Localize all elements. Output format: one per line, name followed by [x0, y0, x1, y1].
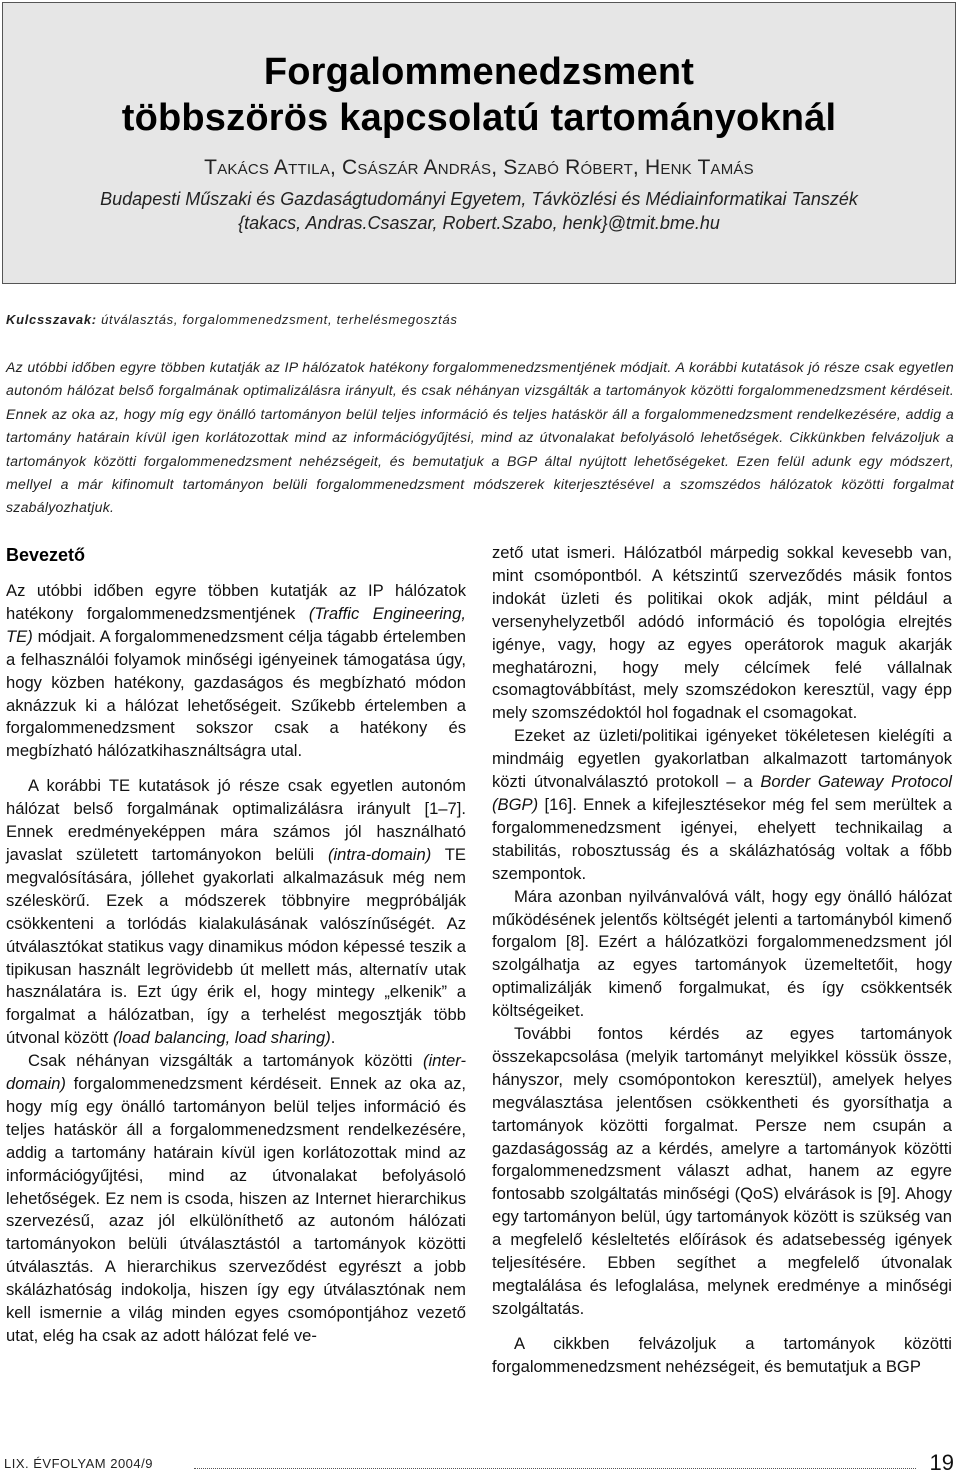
text-run: Csak néhányan vizsgálták a tartományok közötti: [28, 1051, 423, 1071]
left-column: [6, 538, 466, 1348]
paragraph: [492, 725, 952, 885]
italic-term: (inter-domain): [6, 1051, 466, 1094]
text-run: A korábbi TE kutatások jó része csak egyetlen autonóm hálózat belső forgalmának optimalizálásra irányult [1–7]. Ennek eredményeképpen mára számos jól használható javaslat született tartományokon belüli: [6, 776, 466, 864]
authors: Takács Attila, Császár András, Szabó Róbert, Henk Tamás: [204, 156, 754, 179]
italic-term: (intra-domain): [327, 844, 432, 864]
right-column: [492, 538, 952, 1379]
abstract: Az utóbbi időben egyre többen kutatják az IP hálózatok hatékony forgalommenedzsmentjének módjait. A korábbi kutatások jó része csak egyetlen autonóm hálózat belső forgalmának optimalizálásra irányult, és csak néhányan vizsgálták a tartományok közötti forgalommenedzsment kérdéseit. Ennek az oka az, hogy míg egy önálló tartományon belül teljes információ és teljes hatáskör áll a forgalommenedzsment rendelkezésére, addig a tartomány határain kívül igen korlátozottak mind az információgyűjtési, mind az útvonalakat befolyásoló lehetőségek. Cikkünkben felvázoljuk a tartományok közötti forgalommenedzsment nehézségeit, és bemutatjuk a BGP által nyújtott lehetőségeket. Ezen felül adunk egy módszert, mellyel a már kifinomult tartományon belüli forgalommenedzsment módszerek kiterjesztésével a szomszédos hálózatok közötti forgalmat szabályozhatjuk.: [6, 359, 954, 516]
footer-divider: [194, 1468, 916, 1469]
paragraph: zető utat ismeri. Hálózatból márpedig sokkal kevesebb van, mint csomópontból. A kétszintű szerveződés másik fontos indokát üzleti és politikai okok adják, mint például a versenyhelyzetből adódó információ és topológia elrejtés igénye, vagy, hogy az egyes operátorok maguk akarják meghatározni, hogy mely célcímek felé vállalnak csomagtovábbítást, mely szomszédokon keresztül, vagy épp mely szomszédoktól hol fogadnak el csomagokat.: [492, 543, 952, 723]
title-line-1: Forgalommenedzsment: [263, 51, 695, 93]
text-run: TE megvalósítására, jóllehet gyakorlati alkalmazásuk még nem széleskörű. Ezek a módszerek többnyire megpróbálják csökkenteni a torlódás kialakulásának valószínűségét. Az útválasztókat statikus vagy dinamikus módon képessé teszik a tipikusan használt legrövidebb út mellett más, alternatív utak használatára is. Ezt úgy érik el, hogy mintegy „elkenik” a forgalmat a hálózatban, így a terhelést megosztják több útvonal között: [6, 844, 466, 1048]
text-run: forgalommenedzsment kérdéseit. Ennek az oka az, hogy míg egy önálló tartományon belül teljes információ és teljes hatáskör áll a forgalommenedzsment rendelkezésére, addig a tartomány határain kívül igen korlátozottak mind az információgyűjtési, mind az útvonalakat befolyásoló lehetőségek. Ez nem is csoda, hiszen az Internet hierarchikus szervezésű, azaz jól elkülöníthető az autonóm hálózati tartományokon belüli útválasztástól a tartományok közötti útválasztás. A hierarchikus szerveződést egyrészt a jobb skálázhatóság indokolja, hiszen így egy útválasztónak nem kell ismernie a világ minden egyes csomópontjához vezető utat, elég ha csak az adott hálózat felé ve-: [6, 1074, 466, 1345]
section-heading: Bevezető: [6, 545, 86, 565]
paragraph: [6, 1050, 466, 1348]
text-run: Ezeket az üzleti/politikai igényeket tökéletesen kielégíti a mindmáig egyetlen gyakorlatban alkalmazott tartományok közti útvonalválasztó protokoll – a: [492, 726, 952, 792]
text-run: Az utóbbi időben egyre többen kutatják az IP hálózatok hatékony forgalommenedzsmentjének: [6, 581, 466, 623]
text-run: [16]. Ennek a kifejlesztésekor még fel sem merültek a forgalommenedzsment igényei, ehelyett technikailag a stabilitás, robosztusság és a skálázhatóság voltak a főbb szempontok.: [492, 794, 952, 883]
paragraph: [6, 775, 466, 1050]
keywords-label: Kulcsszavak:: [6, 312, 97, 327]
text-run: .: [330, 1028, 336, 1048]
paragraph: [6, 580, 466, 763]
journal-issue: LIX. ÉVFOLYAM 2004/9: [4, 1456, 153, 1471]
text-run: módjait. A forgalommenedzsment célja tágabb értelemben a felhasználói folyamok minőségi igényeinek támogatása úgy, hogy közben hatékony, gazdaságos és megbízható módon aknázzuk ki a hálózat lehetőségeit. Szűkebb értelemben a forgalommenedzsment sokszor csak a hatékony és megbízható hálózatkihasználtságra utal.: [6, 626, 466, 761]
title-line-2: többszörös kapcsolatú tartományoknál: [121, 97, 837, 139]
email: {takacs, Andras.Csaszar, Robert.Szabo, henk}@tmit.bme.hu: [238, 213, 720, 233]
page-footer: [4, 1450, 956, 1475]
paragraph: További fontos kérdés az egyes tartományok összekapcsolása (melyik tartományt melyikkel kössük össze, hányszor, mely csomópontokon keresztül), amelyek helyes megválasztása jelentősen csökkentheti és gyorsíthatja a tartományok közötti forgalmat. Persze nem csupán a gazdaságosság az a kérdés, amelyre a tartományok közötti forgalommenedzsment választ adhat, hanem az egyre fontosabb szolgáltatás minőségi (QoS) elvárások is [9]. Ahogy egy tartományon belül, úgy tartományok között is szükség van a megfelelő késleltetés előírások és adatsebesség igények teljesítésére. Ebben segíthet a megfelelő útvonalak megtalálása és lefoglalása, melynek eredménye a minőségi szolgáltatás.: [492, 1024, 952, 1318]
paragraph: A cikkben felvázoljuk a tartományok közötti forgalommenedzsment nehézségeit, és bemutatjuk a BGP: [492, 1333, 952, 1376]
italic-term: Border Gateway Protocol (BGP): [492, 772, 952, 814]
italic-term: (Traffic Engineering, TE): [6, 603, 466, 646]
paper-title: [3, 49, 955, 141]
keywords: [6, 312, 954, 327]
affiliation: Budapesti Műszaki és Gazdaságtudományi Egyetem, Távközlési és Médiainformatikai Tanszék: [100, 189, 858, 209]
page-number: 19: [929, 1450, 954, 1475]
keywords-text: útválasztás, forgalommenedzsment, terhelésmegosztás: [101, 312, 458, 327]
paragraph: Mára azonban nyilvánvalóvá vált, hogy egy önálló hálózat működésének jelentős költségét jelenti a tartományból kimenő forgalom [8]. Ezért a hálózatközi forgalommenedzsment jól szolgálhatja az egyes tartományok üzemeltetőit, hogy optimalizálják kimenő forgalmukat, és így csökkentsék költségeiket.: [492, 886, 952, 1021]
title-box: [2, 2, 956, 284]
italic-term: (load balancing, load sharing): [113, 1028, 331, 1048]
